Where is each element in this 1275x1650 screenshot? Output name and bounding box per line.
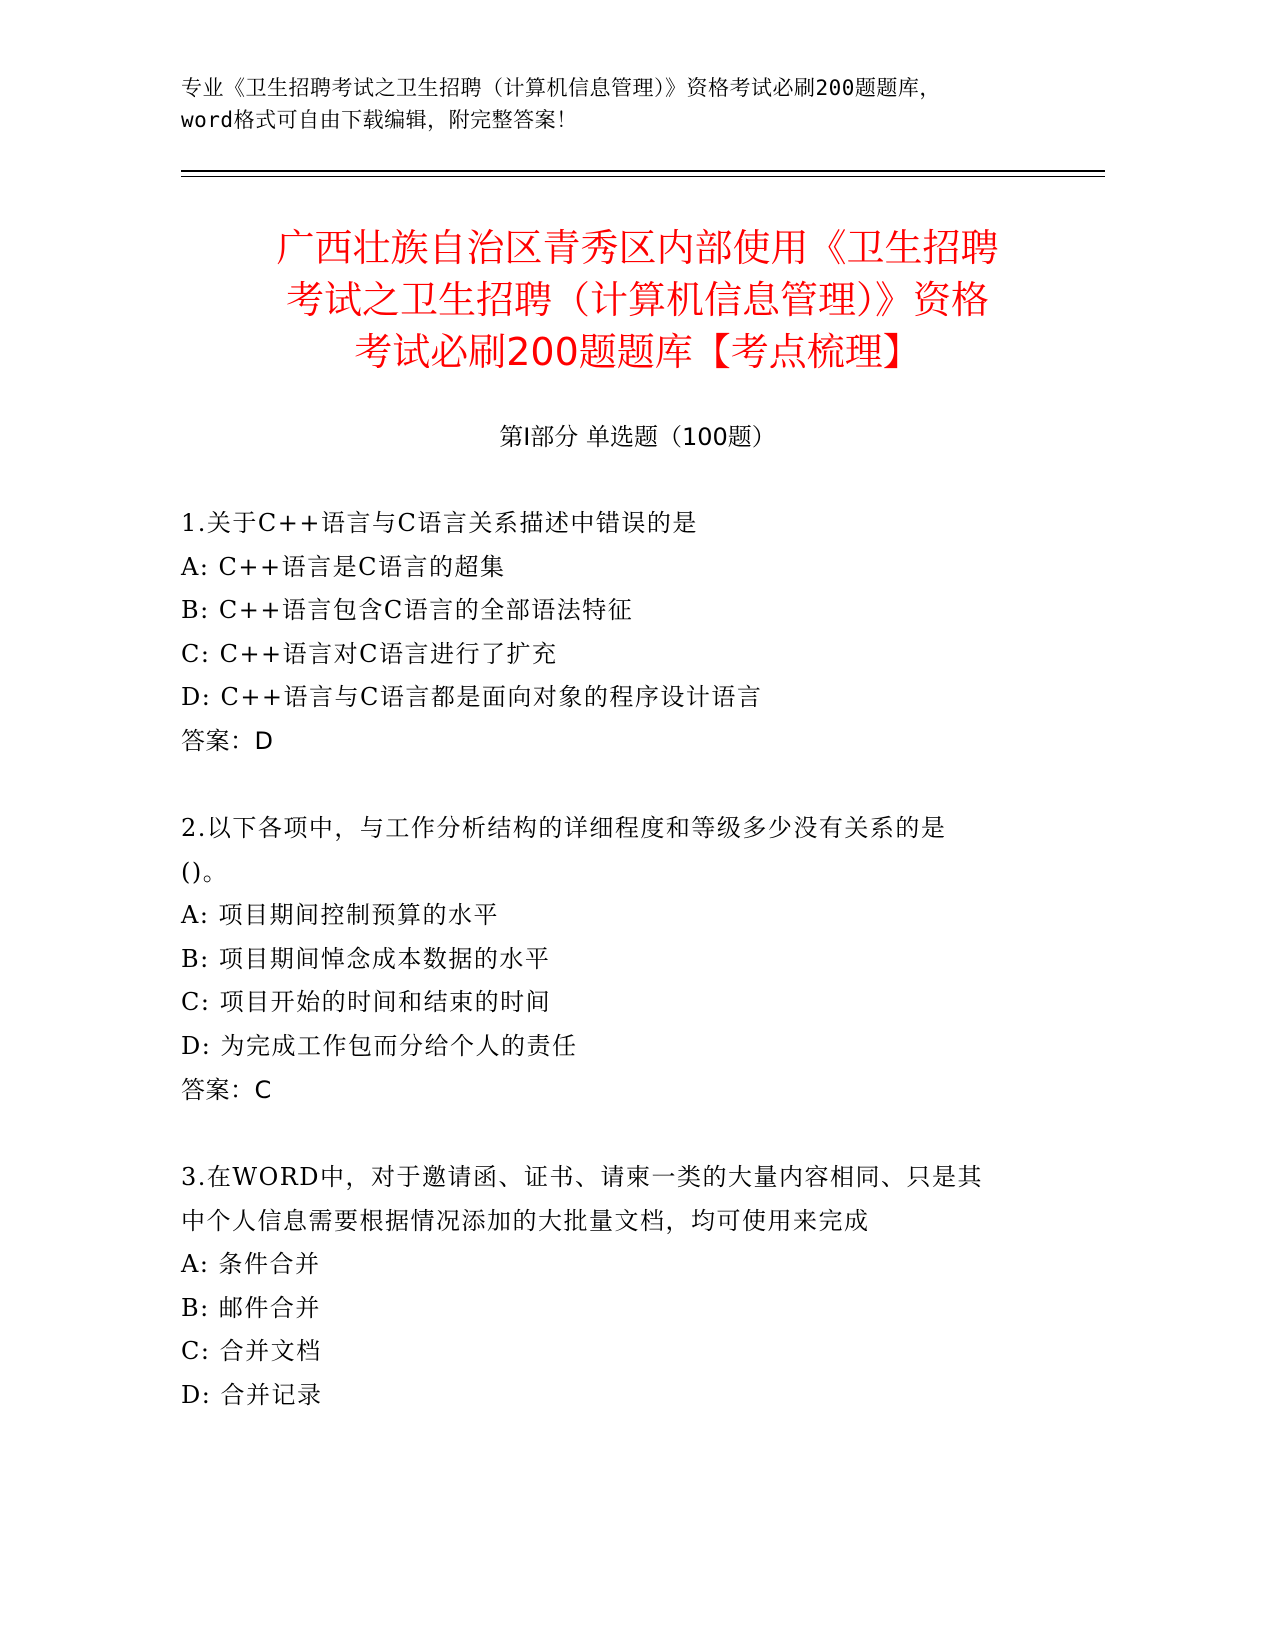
option-a: A: C++语言是C语言的超集: [181, 552, 506, 581]
question-2: [181, 807, 1081, 1112]
title-line-3: 考试必刷200题题库【考点梳理】: [354, 330, 921, 374]
option-c: C: C++语言对C语言进行了扩充: [181, 639, 558, 668]
title-line-2: 考试之卫生招聘（计算机信息管理）》资格: [285, 278, 989, 322]
question-3: [181, 1156, 1081, 1418]
option-d: D: C++语言与C语言都是面向对象的程序设计语言: [181, 683, 763, 712]
option-a: A: 条件合并: [181, 1250, 321, 1279]
intro-line-2: word格式可自由下载编辑，附完整答案！: [181, 108, 578, 132]
question-stem: 3.在WORD中，对于邀请函、证书、请柬一类的大量内容相同、只是其: [181, 1163, 984, 1191]
question-stem: 1.关于C++语言与C语言关系描述中错误的是: [181, 509, 698, 537]
question-stem: 2.以下各项中，与工作分析结构的详细程度和等级多少没有关系的是: [181, 814, 947, 842]
option-b: B: 邮件合并: [181, 1293, 321, 1322]
option-c: C: 合并文档: [181, 1337, 322, 1366]
document-title: [150, 222, 1125, 378]
question-stem-continued: ()。: [181, 857, 229, 886]
option-d: D: 为完成工作包而分给个人的责任: [181, 1031, 578, 1060]
answer-line: 答案：D: [181, 726, 274, 755]
option-b: B: C++语言包含C语言的全部语法特征: [181, 596, 634, 625]
title-line-1: 广西壮族自治区青秀区内部使用《卫生招聘: [276, 226, 999, 270]
option-d: D: 合并记录: [181, 1380, 323, 1409]
option-c: C: 项目开始的时间和结束的时间: [181, 988, 552, 1017]
option-b: B: 项目期间悼念成本数据的水平: [181, 944, 551, 973]
question-1: [181, 502, 1081, 764]
question-stem-continued: 中个人信息需要根据情况添加的大批量文档，均可使用来完成: [181, 1206, 870, 1235]
intro-line-1: 专业《卫生招聘考试之卫生招聘（计算机信息管理）》资格考试必刷200题题库，: [181, 76, 941, 100]
header-divider-thick: [181, 170, 1105, 172]
option-a: A: 项目期间控制预算的水平: [181, 901, 500, 930]
intro-text: [181, 72, 1081, 136]
answer-line: 答案：C: [181, 1075, 272, 1104]
section-title: 第Ⅰ部分 单选题（100题）: [499, 423, 776, 451]
header-divider-thin: [181, 176, 1105, 177]
